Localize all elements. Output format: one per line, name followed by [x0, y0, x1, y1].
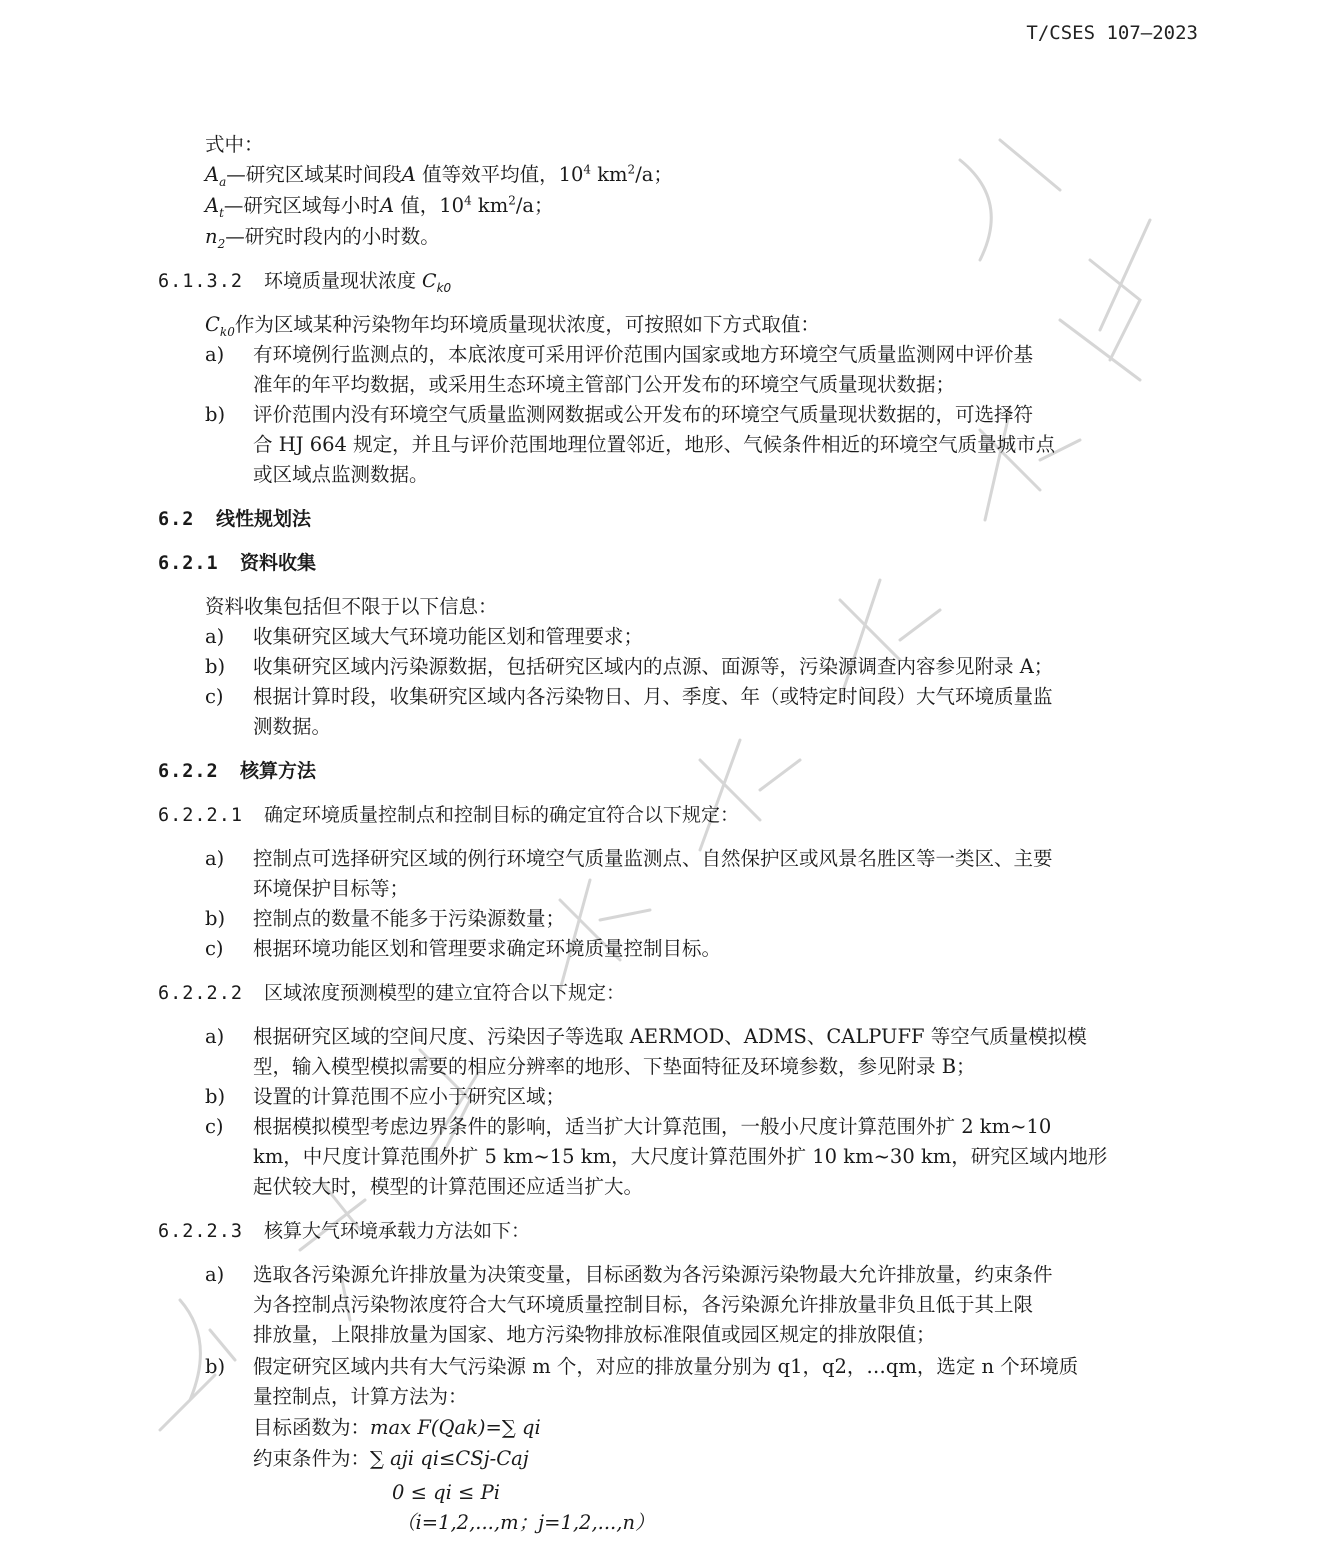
list-item-cont: 起伏较大时，模型的计算范围还应适当扩大。	[253, 1175, 644, 1198]
list-item: a) 收集研究区域大气环境功能区划和管理要求；	[205, 625, 644, 648]
list-item-cont: 为各控制点污染物浓度符合大气环境质量控制目标，各污染源允许排放量非负且低于其上限	[253, 1293, 1034, 1316]
list-item-cont: 环境保护目标等；	[253, 877, 410, 900]
heading-6-2-2-2: 6.2.2.2 区域浓度预测模型的建立宜符合以下规定：	[158, 982, 626, 1004]
objective-function: 目标函数为：max F(Qak)=∑ qi	[253, 1416, 541, 1439]
index-range: （i=1,2,...,m；j=1,2,...,n）	[396, 1511, 655, 1534]
list-item-cont: 或区域点监测数据。	[253, 463, 429, 486]
list-item-cont: 合 HJ 664 规定，并且与评价范围地理位置邻近，地形、气候条件相近的环境空气质量城市点	[253, 433, 1056, 456]
heading-6-2: 6.2 线性规划法	[158, 508, 312, 530]
list-item: b) 设置的计算范围不应小于研究区域；	[205, 1085, 566, 1108]
list-item-cont: 准年的年平均数据，或采用生态环境主管部门公开发布的环境空气质量现状数据；	[253, 373, 956, 396]
list-item-cont: 排放量，上限排放量为国家、地方污染物排放标准限值或园区规定的排放限值；	[253, 1323, 936, 1346]
list-item: c) 根据模拟模型考虑边界条件的影响，适当扩大计算范围，一般小尺度计算范围外扩 2 km~10	[205, 1115, 1052, 1138]
constraint-function: 约束条件为：∑ aji qi≤CSj-Caj	[253, 1447, 529, 1470]
list-item: c) 根据环境功能区划和管理要求确定环境质量控制目标。	[205, 937, 722, 960]
list-item: b) 评价范围内没有环境空气质量监测网数据或公开发布的环境空气质量现状数据的，可选择符	[205, 403, 1034, 426]
heading-6-2-1: 6.2.1 资料收集	[158, 552, 317, 574]
heading-6-2-2: 6.2.2 核算方法	[158, 760, 317, 782]
definition-at: $A_t—$研究区域每小时A 值，$10^4$ $km^2/a$；	[205, 193, 554, 220]
heading-6-1-3-2: 6.1.3.2 环境质量现状浓度 $C_{k0}$	[158, 270, 452, 295]
list-item: c) 根据计算时段，收集研究区域内各污染物日、月、季度、年（或特定时间段）大气环境质量监	[205, 685, 1053, 708]
heading-6-2-2-1: 6.2.2.1 确定环境质量控制点和控制目标的确定宜符合以下规定：	[158, 804, 740, 826]
bound-formula: 0 ≤ qi ≤ Pi	[392, 1481, 500, 1504]
definition-n2: $n_2—$研究时段内的小时数。	[205, 225, 440, 251]
list-item: a) 有环境例行监测点的，本底浓度可采用评价范围内国家或地方环境空气质量监测网中评价基	[205, 343, 1034, 366]
where-intro: 式中：	[205, 133, 264, 156]
list-item: a) 根据研究区域的空间尺度、污染因子等选取 AERMOD、ADMS、CALPUFF 等空气质量模拟模	[205, 1025, 1087, 1048]
list-item: b) 收集研究区域内污染源数据，包括研究区域内的点源、面源等，污染源调查内容参见附录 A；	[205, 655, 1054, 678]
list-item: b) 假定研究区域内共有大气污染源 m 个，对应的排放量分别为 q1，q2，…qm，选定 n 个环境质	[205, 1355, 1079, 1378]
list-item: a) 控制点可选择研究区域的例行环境空气质量监测点、自然保护区或风景名胜区等一类区、主要	[205, 847, 1053, 870]
list-item: b) 控制点的数量不能多于污染源数量；	[205, 907, 566, 930]
list-item-cont: 量控制点，计算方法为：	[253, 1385, 468, 1408]
standard-code: T/CSES 107—2023	[1026, 22, 1198, 44]
definition-aa: $A_a—$研究区域某时间段A 值等效平均值，$10^4$ $km^2/a$；	[205, 162, 673, 189]
collection-intro: 资料收集包括但不限于以下信息：	[205, 595, 498, 618]
list-item-cont: 型，输入模型模拟需要的相应分辨率的地形、下垫面特征及环境参数，参见附录 B；	[253, 1055, 976, 1078]
list-item-cont: km，中尺度计算范围外扩 5 km~15 km，大尺度计算范围外扩 10 km~30 km，研究区域内地形	[253, 1145, 1108, 1168]
heading-6-2-2-3: 6.2.2.3 核算大气环境承载力方法如下：	[158, 1220, 531, 1242]
list-item: a) 选取各污染源允许排放量为决策变量，目标函数为各污染源污染物最大允许排放量，约束条件	[205, 1263, 1053, 1286]
list-item-cont: 测数据。	[253, 715, 332, 738]
ck0-intro: $C_{k0}$作为区域某种污染物年均环境质量现状浓度，可按照如下方式取值：	[205, 313, 820, 339]
